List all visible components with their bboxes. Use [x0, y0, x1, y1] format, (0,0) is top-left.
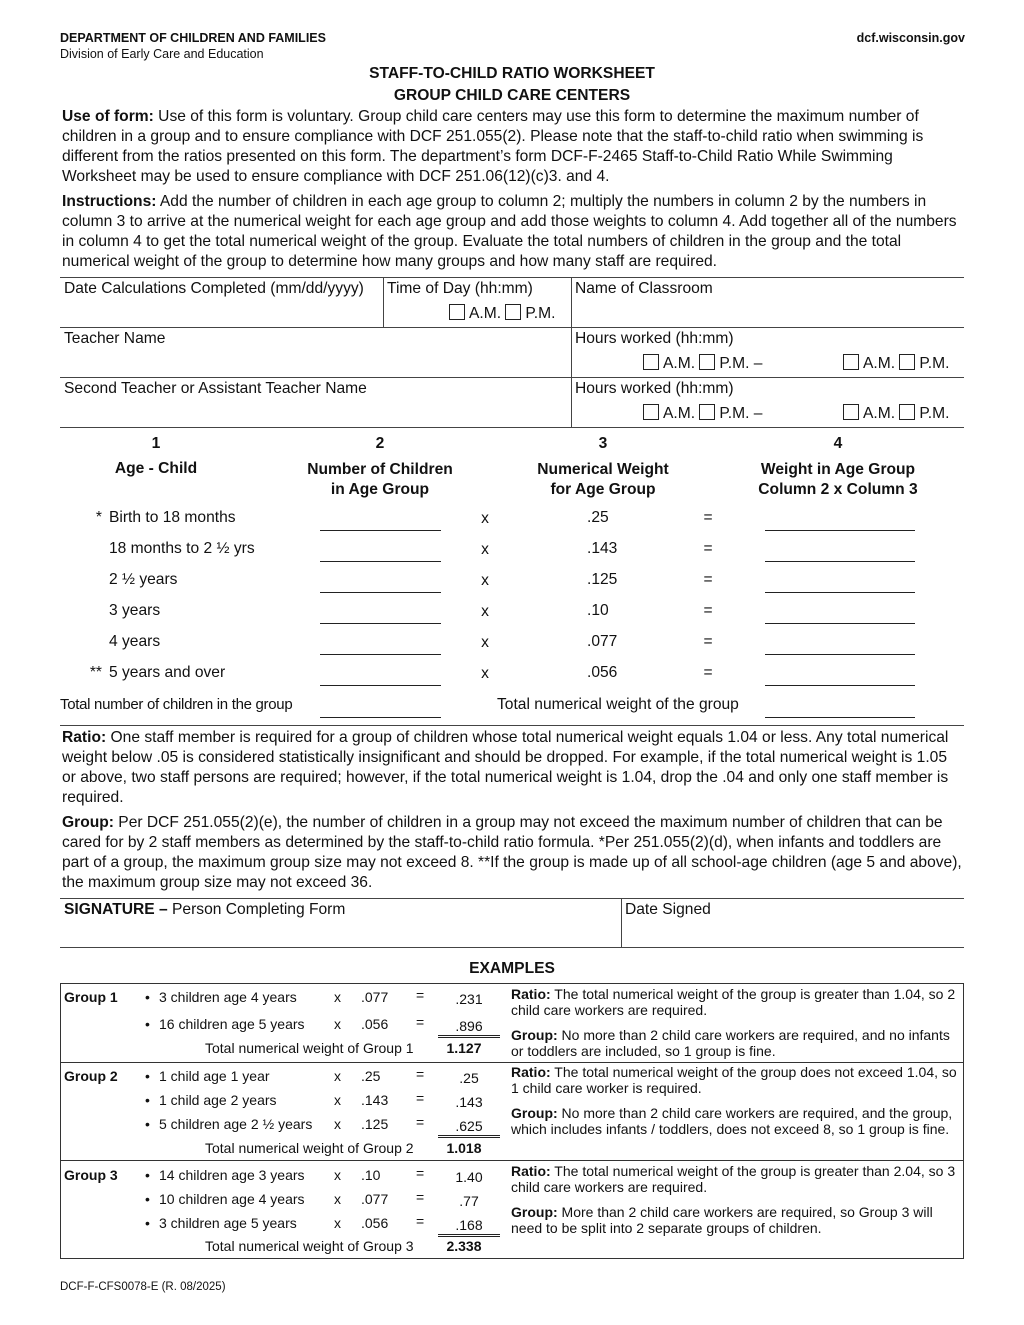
example-line-result: .77: [459, 1193, 479, 1209]
weight-in-age-group-blank[interactable]: [765, 685, 915, 686]
equals-sign: =: [703, 664, 713, 681]
times-sign: x: [334, 1215, 341, 1231]
times-sign: x: [334, 1116, 341, 1132]
bullet-icon: •: [145, 1092, 150, 1108]
age-row-marker: **: [89, 664, 102, 681]
signature-field[interactable]: SIGNATURE – Person Completing Form: [64, 901, 346, 918]
website: dcf.wisconsin.gov: [856, 31, 965, 45]
am-checkbox[interactable]: [643, 354, 659, 370]
example-line-desc: 14 children age 3 years: [159, 1167, 305, 1183]
number-of-children-blank[interactable]: [320, 530, 441, 531]
pm-checkbox[interactable]: [699, 354, 715, 370]
division-name: Division of Early Care and Education: [60, 47, 264, 61]
example-line-result: .143: [455, 1094, 483, 1110]
weight-in-age-group-blank[interactable]: [765, 592, 915, 593]
department-name: DEPARTMENT OF CHILDREN AND FAMILIES: [60, 31, 326, 45]
example-total-label: Total numerical weight of Group 1: [205, 1040, 414, 1056]
bullet-icon: •: [145, 1068, 150, 1084]
example-ratio-text: Ratio: The total numerical weight of the group is greater than 1.04, so 2 child care workers are required.: [511, 986, 956, 1018]
equals-sign: =: [416, 1066, 425, 1082]
teacher-start-ampm: A.M. P.M. –: [643, 354, 762, 373]
form-id: DCF-F-CFS0078-E (R. 08/2025): [60, 1281, 226, 1293]
column-header-weight-in-group: Weight in Age Group Column 2 x Column 3: [758, 461, 918, 498]
date-calculations-field[interactable]: Date Calculations Completed (mm/dd/yyyy): [64, 280, 364, 297]
example-group-text: Group: No more than 2 child care workers are required, and the group, which includes infants / toddlers, does not exceed 8, so 1 group is fine.: [511, 1105, 953, 1137]
example-ratio-text: Ratio: The total numerical weight of the group is greater than 2.04, so 3 child care workers are required.: [511, 1163, 956, 1195]
example-line-result: .25: [459, 1070, 479, 1086]
form-title: STAFF-TO-CHILD RATIO WORKSHEET: [369, 65, 655, 82]
equals-sign: =: [416, 1165, 425, 1181]
example-line-result: 1.40: [455, 1169, 483, 1185]
example-ratio-text: Ratio: The total numerical weight of the group does not exceed 1.04, so 1 child care worker is required.: [511, 1064, 957, 1096]
equals-sign: =: [416, 1090, 425, 1106]
am-checkbox[interactable]: [843, 354, 859, 370]
use-of-form-text: Use of this form is voluntary. Group child care centers may use this form to determine the maximum number of children in a group and to ensure compliance with DCF 251.055(2). Please note that the staff-to-child ratio when swimming is different from the ratios presented on this form. The department’s form DCF-F-2465 Staff-to-Child Ratio While Swimming Worksheet may be used to ensure compliance with DCF 251.06(12)(c)3. and 4.: [62, 108, 924, 185]
example-group-name: Group 1: [64, 989, 118, 1005]
times-sign: x: [334, 989, 341, 1005]
bullet-icon: •: [145, 1167, 150, 1183]
times-sign: x: [334, 1167, 341, 1183]
equals-sign: =: [703, 602, 713, 619]
number-of-children-blank[interactable]: [320, 592, 441, 593]
second-teacher-end-ampm: A.M. P.M.: [843, 404, 949, 423]
column-number-2: 2: [375, 435, 385, 452]
second-teacher-name-field[interactable]: Second Teacher or Assistant Teacher Name: [64, 380, 367, 397]
time-of-day-field[interactable]: Time of Day (hh:mm): [387, 280, 533, 297]
weight-in-age-group-blank[interactable]: [765, 623, 915, 624]
column-header-number: Number of Children in Age Group: [307, 461, 453, 498]
age-row-label: 3 years: [109, 602, 161, 619]
example-line-desc: 5 children age 2 ½ years: [159, 1116, 313, 1132]
age-row-label: 18 months to 2 ½ yrs: [109, 540, 255, 557]
instructions-text: Add the number of children in each age group to column 2; multiply the numbers in column 2 by the numbers in column 3 to arrive at the numerical weight for each age group and add those weights to column 4. Add together all of the numbers in column 4 to get the total numerical weight of the group. Evaluate the total numbers of children in the group and the total numerical weight of the group to determine how many groups and how many staff are required.: [62, 193, 957, 270]
number-of-children-blank[interactable]: [320, 654, 441, 655]
equals-sign: =: [703, 509, 713, 526]
ratio-paragraph: Ratio: One staff member is required for a group of children whose total numerical weight equals 1.04 or less. Any total numerical weight below .05 is considered statistically insignificant and should be dropped. For example, if the total numerical weight is 1.05 or above, two staff persons are required; however, if the total numerical weight is 1.04, drop the .04 and only one staff member is required.: [62, 729, 949, 806]
example-total-value: 1.127: [446, 1040, 482, 1056]
am-checkbox[interactable]: [643, 404, 659, 420]
example-line-weight: .10: [361, 1167, 381, 1183]
equals-sign: =: [703, 633, 713, 650]
instructions-label: Instructions:: [62, 193, 157, 210]
example-line-weight: .143: [361, 1092, 389, 1108]
number-of-children-blank[interactable]: [320, 561, 441, 562]
example-total-value: 1.018: [446, 1140, 482, 1156]
teacher-name-field[interactable]: Teacher Name: [64, 330, 166, 347]
age-row-label: 5 years and over: [109, 664, 226, 681]
example-line-desc: 3 children age 5 years: [159, 1215, 297, 1231]
bullet-icon: •: [145, 1215, 150, 1231]
times-sign: x: [481, 510, 489, 527]
sum-rule: [438, 1035, 500, 1038]
example-line-result: .896: [455, 1018, 483, 1034]
sum-rule: [438, 1135, 500, 1138]
times-sign: x: [334, 1016, 341, 1032]
classroom-name-field[interactable]: Name of Classroom: [575, 280, 713, 297]
equals-sign: =: [416, 987, 425, 1003]
example-total-label: Total numerical weight of Group 2: [205, 1140, 414, 1156]
example-line-weight: .125: [361, 1116, 389, 1132]
total-weight-blank[interactable]: [765, 717, 915, 718]
times-sign: x: [334, 1092, 341, 1108]
example-line-weight: .25: [361, 1068, 381, 1084]
example-total-value: 2.338: [446, 1238, 482, 1254]
times-sign: x: [334, 1068, 341, 1084]
am-checkbox[interactable]: [843, 404, 859, 420]
instructions-paragraph: [62, 192, 962, 272]
numerical-weight: .077: [587, 633, 618, 650]
numerical-weight: .10: [587, 602, 609, 619]
bullet-icon: •: [145, 1116, 150, 1132]
number-of-children-blank[interactable]: [320, 623, 441, 624]
example-group-name: Group 2: [64, 1068, 118, 1084]
times-sign: x: [481, 634, 489, 651]
am-checkbox[interactable]: [449, 304, 465, 320]
numerical-weight: .25: [587, 509, 609, 526]
example-line-result: .625: [455, 1118, 483, 1134]
equals-sign: =: [416, 1014, 425, 1030]
time-ampm-checkboxes: A.M. P.M.: [449, 304, 555, 323]
column-header-age: Age - Child: [114, 460, 198, 477]
teacher-end-ampm: A.M. P.M.: [843, 354, 949, 373]
second-teacher-hours-field[interactable]: Hours worked (hh:mm): [575, 380, 734, 397]
equals-sign: =: [416, 1213, 425, 1229]
example-total-label: Total numerical weight of Group 3: [205, 1238, 414, 1254]
numerical-weight: .056: [587, 664, 618, 681]
form-subtitle: GROUP CHILD CARE CENTERS: [393, 87, 631, 104]
times-sign: x: [481, 541, 489, 558]
weight-in-age-group-blank[interactable]: [765, 561, 915, 562]
example-line-desc: 16 children age 5 years: [159, 1016, 305, 1032]
numerical-weight: .143: [587, 540, 618, 557]
use-of-form-label: Use of form:: [62, 108, 154, 125]
equals-sign: =: [416, 1189, 425, 1205]
pm-checkbox[interactable]: [899, 404, 915, 420]
example-line-desc: 1 child age 1 year: [159, 1068, 270, 1084]
weight-in-age-group-blank[interactable]: [765, 654, 915, 655]
numerical-weight: .125: [587, 571, 618, 588]
example-line-weight: .056: [361, 1016, 389, 1032]
age-row-marker: *: [95, 509, 102, 526]
times-sign: x: [481, 603, 489, 620]
example-line-desc: 10 children age 4 years: [159, 1191, 305, 1207]
use-of-form-paragraph: [62, 107, 962, 187]
example-line-result: .168: [455, 1217, 483, 1233]
bullet-icon: •: [145, 1016, 150, 1032]
pm-checkbox[interactable]: [899, 354, 915, 370]
example-line-desc: 3 children age 4 years: [159, 989, 297, 1005]
total-children-blank[interactable]: [320, 717, 441, 718]
example-line-desc: 1 child age 2 years: [159, 1092, 277, 1108]
example-group-name: Group 3: [64, 1167, 118, 1183]
times-sign: x: [481, 665, 489, 682]
total-children-label: Total number of children in the group: [60, 696, 293, 713]
teacher-hours-field[interactable]: Hours worked (hh:mm): [575, 330, 734, 347]
examples-title: EXAMPLES: [469, 960, 555, 977]
equals-sign: =: [416, 1114, 425, 1130]
age-row-label: 4 years: [109, 633, 161, 650]
total-weight-label: Total numerical weight of the group: [497, 696, 739, 713]
column-header-weight: Numerical Weight for Age Group: [537, 461, 669, 498]
times-sign: x: [334, 1191, 341, 1207]
pm-checkbox[interactable]: [699, 404, 715, 420]
pm-checkbox[interactable]: [505, 304, 521, 320]
example-line-result: .231: [455, 991, 483, 1007]
example-line-weight: .056: [361, 1215, 389, 1231]
column-number-3: 3: [598, 435, 608, 452]
example-line-weight: .077: [361, 989, 389, 1005]
date-signed-field[interactable]: Date Signed: [625, 901, 711, 918]
second-teacher-start-ampm: A.M. P.M. –: [643, 404, 762, 423]
column-number-1: 1: [151, 435, 161, 452]
age-row-label: Birth to 18 months: [109, 509, 236, 526]
example-line-weight: .077: [361, 1191, 389, 1207]
weight-in-age-group-blank[interactable]: [765, 530, 915, 531]
group-paragraph: Group: Per DCF 251.055(2)(e), the number of children in a group may not exceed the maximum number of children that can be cared for by 2 staff members as determined by the staff-to-child ratio formula. *Per 251.055(2)(d), when infants and toddlers are part of a group, the maximum group size may not exceed 8. **If the group is made up of all school-age children (age 5 and above), the maximum group size may not exceed 36.: [62, 814, 962, 891]
example-group-text: Group: More than 2 child care workers are required, so Group 3 will need to be split into 2 separate groups of children.: [511, 1204, 933, 1236]
bullet-icon: •: [145, 1191, 150, 1207]
sum-rule: [438, 1234, 500, 1237]
example-group-text: Group: No more than 2 child care workers are required, and no infants or toddlers are included, so 1 group is fine.: [511, 1027, 950, 1059]
equals-sign: =: [703, 571, 713, 588]
age-row-label: 2 ½ years: [109, 571, 178, 588]
times-sign: x: [481, 572, 489, 589]
bullet-icon: •: [145, 989, 150, 1005]
equals-sign: =: [703, 540, 713, 557]
column-number-4: 4: [833, 435, 843, 452]
number-of-children-blank[interactable]: [320, 685, 441, 686]
